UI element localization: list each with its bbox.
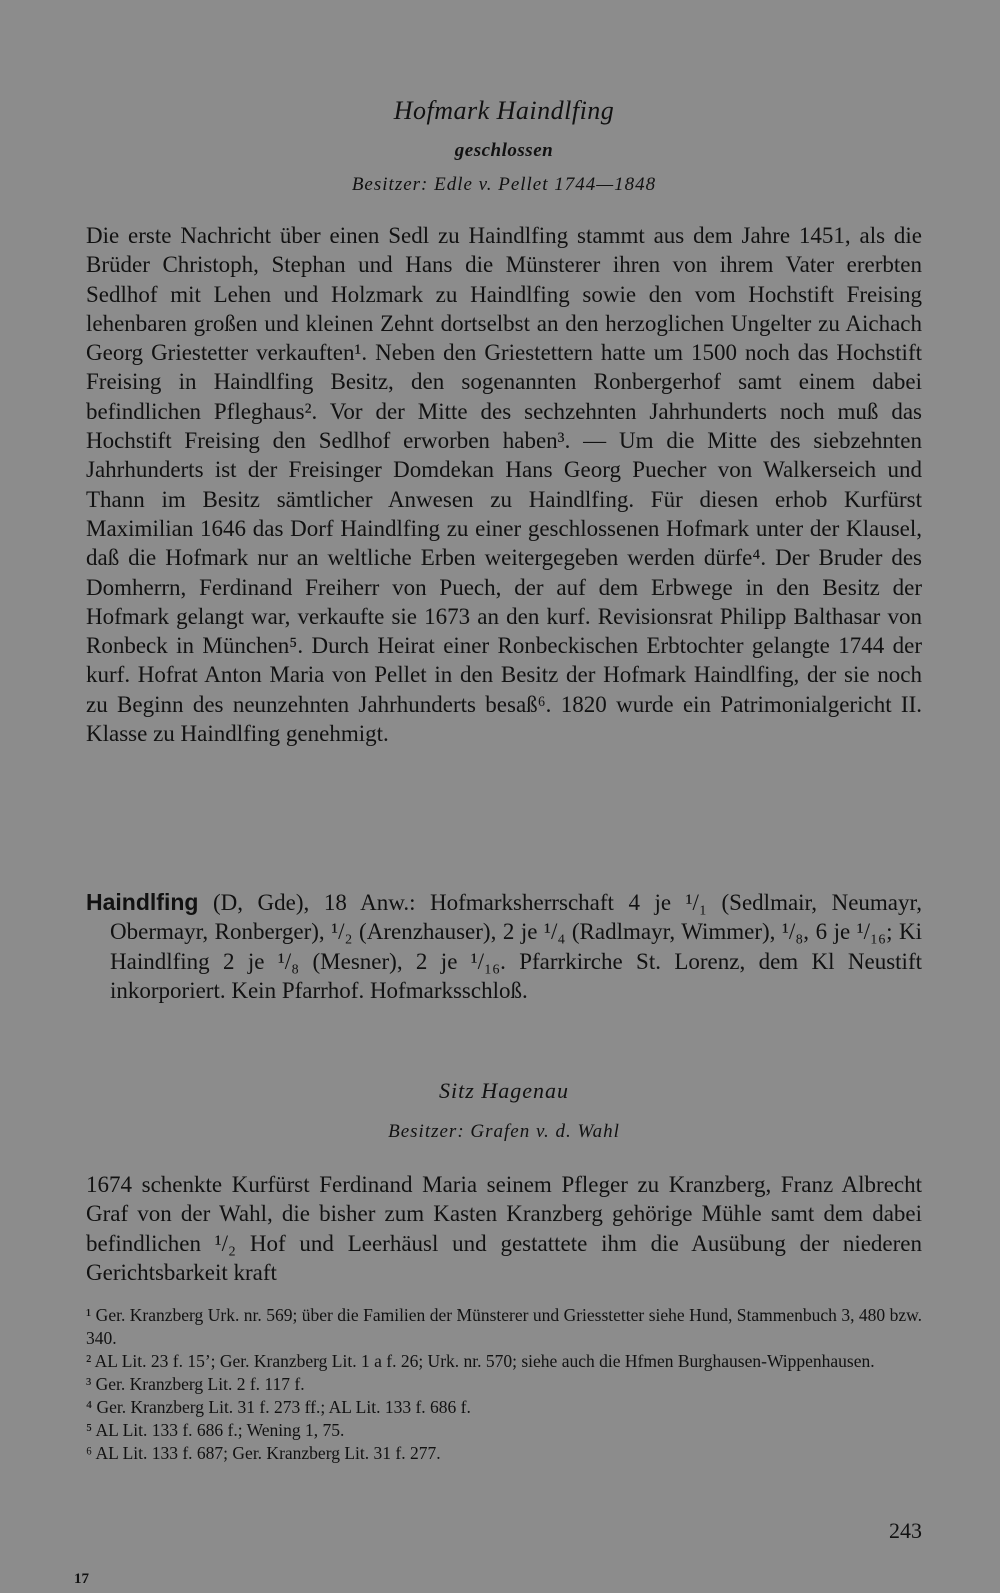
place-entry: [86, 888, 922, 1005]
footnotes: [86, 1304, 922, 1465]
book-page: [74, 0, 922, 1593]
page-number: 243: [889, 1518, 922, 1543]
hagenau-paragraph: 1674 schenkte Kurfürst Ferdinand Maria seinem Pfleger zu Kranzberg, Franz Albrecht Graf von der Wahl, die bisher zum Kasten Kranzberg gehörige Mühle samt dem dabei befindlichen ¹/₂ Hof und Leerhäusl und gestattete ihm die Ausübung der niederen Gerichtsbarkeit kraft: [86, 1172, 922, 1285]
footnote: ⁵ AL Lit. 133 f. 686 f.; Wening 1, 75.: [86, 1420, 345, 1440]
footnote: ⁴ Ger. Kranzberg Lit. 31 f. 273 ff.; AL Lit. 133 f. 686 f.: [86, 1397, 471, 1417]
section-status: geschlossen: [454, 140, 554, 161]
section-title-hofmark-haindlfing: Hofmark Haindlfing: [393, 96, 615, 125]
place-entry-text: (D, Gde), 18 Anw.: Hofmarksherrschaft 4 je ¹/₁ (Sedlmair, Neumayr, Obermayr, Ronberger), ¹/₂ (Arenzhauser), 2 je ¹/₄ (Radlmayr, Wimmer), ¹/₈, 6 je ¹/₁₆; Ki Haindlfing 2 je ¹/₈ (Mesner), 2 je ¹/₁₆. Pfarrkirche St. Lorenz, dem Kl Neustift inkorporiert. Kein Pfarrhof. Hofmarksschloß.: [110, 890, 922, 1003]
history-paragraph: Die erste Nachricht über einen Sedl zu Haindlfing stammt aus dem Jahre 1451, als die Brüder Christoph, Stephan und Hans die Münsterer ihren von ihrem Vater ererbten Sedlhof mit Lehen und Holzmark zu Haindlfing sowie den vom Hochstift Freising lehenbaren großen und kleinen Zehnt dortselbst an den herzoglichen Ungelter zu Aichach Georg Griestetter verkauften¹. Neben den Griestettern hatte um 1500 noch das Hochstift Freising in Haindlfing Besitz, den sogenannten Ronbergerhof samt einem dabei befindlichen Pfleghaus². Vor der Mitte des sechzehnten Jahrhunderts noch muß das Hochstift Freising den Sedlhof erworben haben³. — Um die Mitte des siebzehnten Jahrhunderts ist der Freisinger Domdekan Hans Georg Puecher von Walkerseich und Thann im Besitz sämtlicher Anwesen zu Haindlfing. Für diesen erhob Kurfürst Maximilian 1646 das Dorf Haindlfing zu einer geschlossenen Hofmark unter der Klausel, daß die Hofmark nur an weltliche Erben weitergegeben werden dürfe⁴. Der Bruder des Domherrn, Ferdinand Freiherr von Puech, der auf dem Erbwege in den Besitz der Hofmark gelangt war, verkaufte sie 1673 an den kurf. Revisionsrat Philipp Balthasar von Ronbeck in München⁵. Durch Heirat einer Ronbeckischen Erbtochter gelangte 1744 der kurf. Hofrat Anton Maria von Pellet in den Besitz der Hofmark Haindlfing, der sie noch zu Beginn des neunzehnten Jahrhunderts besaß⁶. 1820 wurde ein Patrimonialgericht II. Klasse zu Haindlfing genehmigt.: [86, 223, 922, 747]
footnote: ⁶ AL Lit. 133 f. 687; Ger. Kranzberg Lit. 31 f. 277.: [86, 1443, 441, 1463]
section-title-sitz-hagenau: Sitz Hagenau: [439, 1078, 569, 1103]
place-entry-name: Haindlfing: [86, 889, 199, 915]
footnote: ² AL Lit. 23 f. 15’; Ger. Kranzberg Lit. 1 a f. 26; Urk. nr. 570; siehe auch die Hfmen Burghausen-Wippenhausen.: [86, 1351, 875, 1371]
footnote: ³ Ger. Kranzberg Lit. 2 f. 117 f.: [86, 1374, 305, 1394]
owner-line: Besitzer: Edle v. Pellet 1744—1848: [351, 174, 657, 195]
owner-line-hagenau: Besitzer: Grafen v. d. Wahl: [388, 1121, 620, 1142]
signature-mark: 17: [74, 1571, 89, 1587]
footnote: ¹ Ger. Kranzberg Urk. nr. 569; über die Familien der Münsterer und Griesstetter siehe Hund, Stammenbuch 3, 480 bzw. 340.: [86, 1305, 922, 1348]
